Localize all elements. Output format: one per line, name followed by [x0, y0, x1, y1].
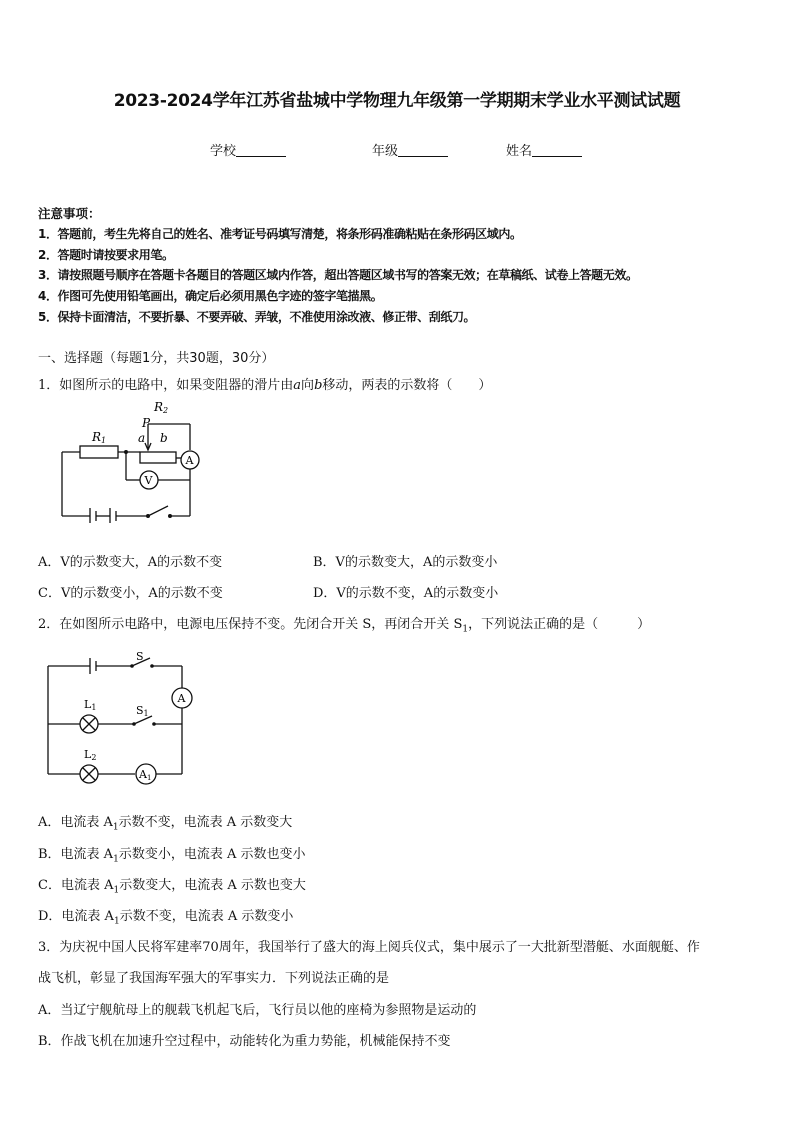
- rheostat-r2: [140, 452, 176, 463]
- school-field[interactable]: [210, 140, 286, 159]
- notes-heading: 注意事项：: [38, 206, 101, 221]
- grade-blank[interactable]: [398, 143, 448, 157]
- name-field[interactable]: [506, 140, 582, 159]
- label-s1: S1: [136, 704, 149, 718]
- label-l2: L2: [84, 748, 97, 762]
- note-item: 1．答题前，考生先将自己的姓名、准考证号码填写清楚，将条形码准确粘贴在条形码区域内。: [38, 227, 522, 241]
- note-item: 2．答题时请按要求用笔。: [38, 248, 174, 262]
- grade-label: 年级: [372, 144, 399, 159]
- note-item: 5．保持卡面清洁，不要折暴、不要弄破、弄皱，不准使用涂改液、修正带、刮纸刀。: [38, 310, 476, 324]
- resistor-r1: [80, 446, 118, 458]
- name-label: 姓名: [506, 144, 533, 159]
- q2-option-c[interactable]: C．电流表 $A_1$示数变大，电流表 A 示数也变大: [38, 878, 306, 896]
- q1-option-a[interactable]: A．V的示数变大，A的示数不变: [38, 555, 223, 570]
- school-blank[interactable]: [236, 143, 286, 157]
- circuit-diagram-2: [40, 646, 200, 786]
- question-1-stem: 1．如图所示的电路中，如果变阻器的滑片由a向b移动，两表的示数将（ ）: [38, 378, 492, 393]
- q2-option-d[interactable]: D．电流表 $A_1$示数不变，电流表 A 示数变小: [38, 909, 294, 927]
- q3-option-a[interactable]: A．当辽宁舰航母上的舰载飞机起飞后，飞行员以他的座椅为参照物是运动的: [38, 1003, 477, 1018]
- question-3-stem-line2: 战飞机，彰显了我国海军强大的军事实力．下列说法正确的是: [38, 971, 390, 986]
- grade-field[interactable]: [372, 140, 448, 159]
- ammeter-label: A: [185, 454, 194, 467]
- q2-option-a[interactable]: A．电流表 $A_1$示数不变，电流表 A 示数变大: [38, 815, 293, 833]
- label-b: b: [160, 431, 168, 445]
- q1-option-d[interactable]: D．V的示数不变，A的示数变小: [313, 586, 499, 601]
- ammeter-a1-label: A1: [139, 768, 152, 782]
- question-3-stem-line1: 3．为庆祝中国人民将军建率70周年，我国举行了盛大的海上阅兵仪式，集中展示了一大批新型潜艇、水面舰艇、作: [38, 940, 700, 955]
- q1-option-b[interactable]: B．V的示数变大，A的示数变小: [313, 555, 498, 570]
- q1-option-c[interactable]: C．V的示数变小，A的示数不变: [38, 586, 223, 601]
- q3-option-b[interactable]: B．作战飞机在加速升空过程中，动能转化为重力势能，机械能保持不变: [38, 1034, 451, 1049]
- page-title: 2023-2024学年江苏省盐城中学物理九年级第一学期期末学业水平测试试题: [113, 91, 681, 111]
- school-label: 学校: [210, 144, 237, 159]
- question-2-stem: 2．在如图所示电路中，电源电压保持不变。先闭合开关 S，再闭合开关 $S_1$，下列说法正确的是（ ）: [38, 617, 651, 635]
- label-r2: R2: [154, 400, 169, 415]
- circuit-diagram-1: [50, 398, 210, 523]
- note-item: 3．请按照题号顺序在答题卡各题目的答题区域内作答，超出答题区域书写的答案无效；在草稿纸、试卷上答题无效。: [38, 268, 638, 282]
- label-l1: L1: [84, 698, 97, 712]
- label-a: a: [138, 431, 146, 445]
- label-p: P: [142, 416, 151, 430]
- name-blank[interactable]: [532, 143, 582, 157]
- voltmeter-label: V: [144, 474, 153, 487]
- label-s: S: [136, 650, 144, 663]
- q2-option-b[interactable]: B．电流表 $A_1$示数变小，电流表 A 示数也变小: [38, 847, 306, 865]
- ammeter-a-label: A: [177, 692, 186, 705]
- section-heading: 一、选择题（每题1分，共30题，30分）: [38, 351, 275, 366]
- label-r1: R1: [92, 430, 107, 445]
- note-item: 4．作图可先使用铅笔画出，确定后必须用黑色字迹的签字笔描黑。: [38, 289, 383, 303]
